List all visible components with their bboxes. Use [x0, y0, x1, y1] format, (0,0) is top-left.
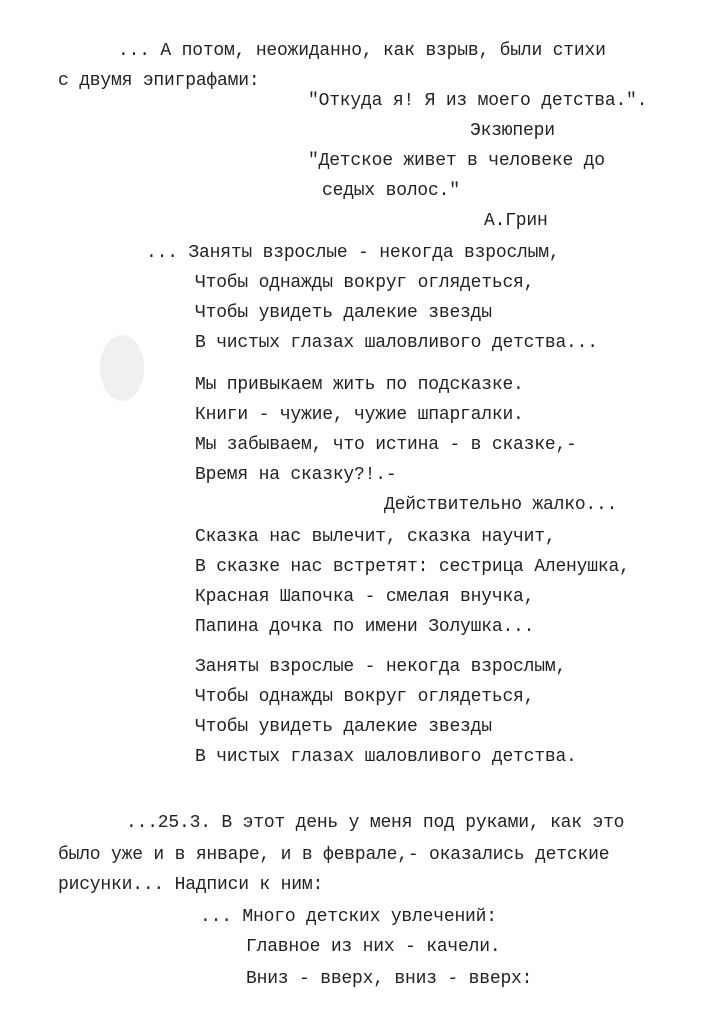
stanza-1-line-4: В чистых глазах шаловливого детства... — [195, 333, 598, 353]
prose-line-2: было уже и в январе, и в феврале,- оказались детские — [58, 845, 610, 865]
stanza-2-line-1: Мы привыкаем жить по подсказке. — [195, 375, 524, 395]
stanza-5-line-3: Вниз - вверх, вниз - вверх: — [246, 969, 533, 989]
stanza-3-line-2: В сказке нас встретят: сестрица Аленушка, — [195, 557, 630, 577]
stanza-1-line-1: ... Заняты взрослые - некогда взрослым, — [146, 243, 560, 263]
stanza-4-line-1: Заняты взрослые - некогда взрослым, — [195, 657, 567, 677]
intro-line-2: с двумя эпиграфами: — [58, 71, 260, 91]
stanza-1-line-3: Чтобы увидеть далекие звезды — [195, 303, 492, 323]
epigraph-2-author: А.Грин — [484, 211, 548, 231]
stanza-1-line-2: Чтобы однажды вокруг оглядеться, — [195, 273, 535, 293]
paper-smudge — [100, 335, 144, 401]
epigraph-2-quote-line-2: седых волос." — [322, 181, 460, 201]
stanza-2-line-3: Мы забываем, что истина - в сказке,- — [195, 435, 577, 455]
intro-line-1: ... А потом, неожиданно, как взрыв, были стихи — [118, 41, 606, 61]
prose-line-3: рисунки... Надписи к ним: — [58, 875, 324, 895]
stanza-2-line-2: Книги - чужие, чужие шпаргалки. — [195, 405, 524, 425]
epigraph-2-quote-line-1: "Детское живет в человеке до — [308, 151, 605, 171]
epigraph-1-author: Экзюпери — [470, 121, 555, 141]
epigraph-1-quote: "Откуда я! Я из моего детства.". — [308, 91, 648, 111]
stanza-4-line-3: Чтобы увидеть далекие звезды — [195, 717, 492, 737]
stanza-4-line-2: Чтобы однажды вокруг оглядеться, — [195, 687, 535, 707]
stanza-3-line-1: Сказка нас вылечит, сказка научит, — [195, 527, 556, 547]
stanza-4-line-4: В чистых глазах шаловливого детства. — [195, 747, 577, 767]
stanza-2-line-5: Действительно жалко... — [384, 495, 618, 515]
stanza-3-line-3: Красная Шапочка - смелая внучка, — [195, 587, 535, 607]
stanza-5-line-1: ... Много детских увлечений: — [200, 907, 497, 927]
stanza-5-line-2: Главное из них - качели. — [246, 937, 501, 957]
stanza-2-line-4: Время на сказку?!.- — [195, 465, 397, 485]
stanza-3-line-4: Папина дочка по имени Золушка... — [195, 617, 535, 637]
prose-line-1: ...25.3. В этот день у меня под руками, как это — [126, 813, 625, 833]
